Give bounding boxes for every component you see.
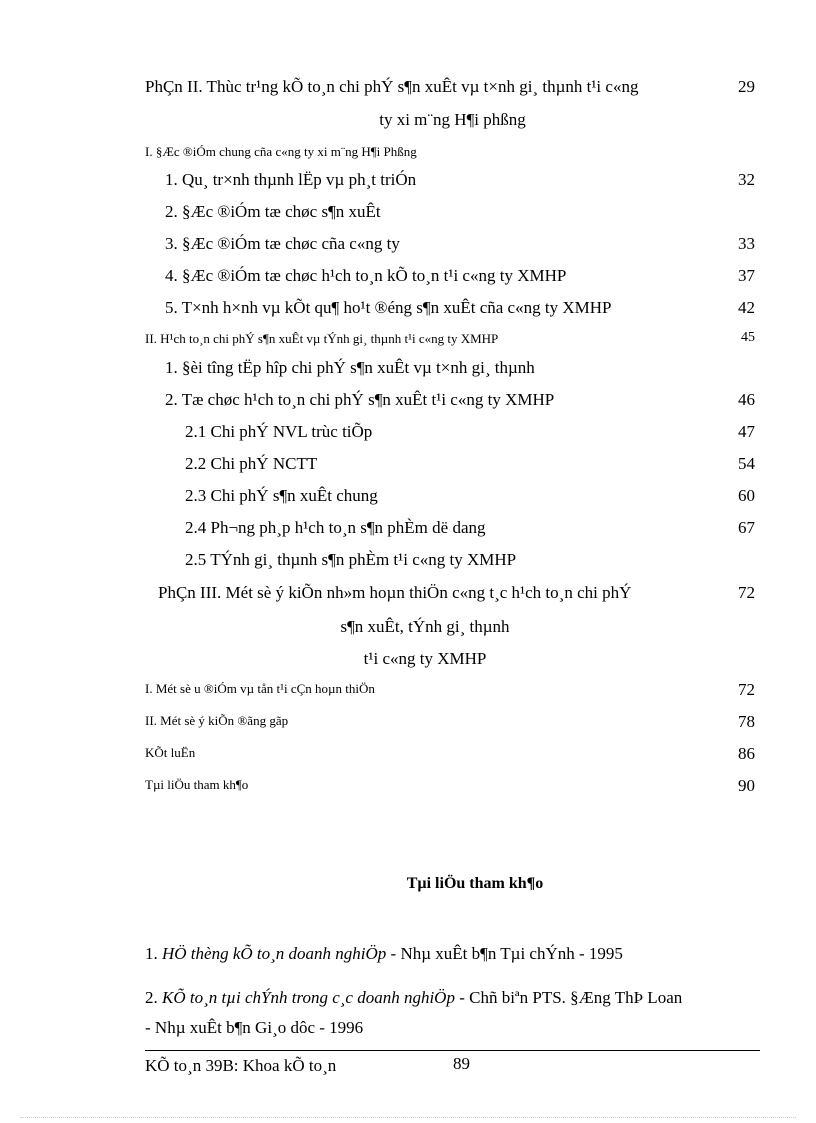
reference-title: HÖ thèng kÕ to¸n doanh nghiÖp: [162, 944, 387, 963]
toc-entry: 2. Tæ chøc h¹ch to¸n chi phÝ s¶n xuÊt t¹i c«ng ty XMHP: [165, 390, 555, 409]
toc-page-number: 78: [738, 712, 755, 731]
toc-page-number: 33: [738, 234, 755, 253]
reference-number: 1.: [145, 944, 158, 963]
toc-page-number: 29: [738, 77, 755, 96]
reference-details: - Nhµ xuÊt b¶n Tµi chÝnh - 1995: [386, 944, 623, 963]
toc-entry: 1. Qu¸ tr×nh thµnh lËp vµ ph¸t triÓn: [165, 170, 417, 189]
toc-entry: PhÇn III. Mét sè ý kiÕn nh»m hoµn thiÖn c«ng t¸c h¹ch to¸n chi phÝ: [158, 583, 632, 602]
toc-entry: 2.2 Chi phÝ NCTT: [185, 454, 318, 473]
reference-continuation: - Nhµ xuÊt b¶n Gi¸o dôc - 1996: [145, 1018, 364, 1037]
references-heading: Tµi liÖu tham kh¶o: [406, 875, 544, 892]
reference-details: - Chñ biªn PTS. §Æng ThÞ Loan: [454, 988, 683, 1007]
reference-title: KÕ to¸n tµi chÝnh trong c¸c doanh nghiÖp: [162, 988, 455, 1007]
toc-entry: 1. §èi tîng tËp hîp chi phÝ s¶n xuÊt vµ t×nh gi¸ thµnh: [165, 358, 535, 377]
toc-page-number: 46: [738, 390, 755, 409]
toc-section-heading: II. Mét sè ý kiÕn ®ãng gãp: [145, 713, 289, 728]
toc-entry: 2.5 TÝnh gi¸ thµnh s¶n phÈm t¹i c«ng ty XMHP: [185, 550, 517, 569]
toc-entry: t¹i c«ng ty XMHP: [363, 649, 487, 668]
toc-page-number: 60: [738, 486, 755, 505]
footer-divider: [145, 1050, 760, 1051]
toc-section-heading: Tµi liÖu tham kh¶o: [145, 777, 249, 792]
toc-entry: s¶n xuÊt, tÝnh gi¸ thµnh: [340, 617, 510, 636]
reference-item: [145, 943, 623, 965]
toc-entry: 2.3 Chi phÝ s¶n xuÊt chung: [185, 486, 378, 505]
toc-page-number: 72: [738, 583, 755, 602]
toc-page-number: 32: [738, 170, 755, 189]
footer-text: KÕ to¸n 39B: Khoa kÕ to¸n: [145, 1056, 337, 1075]
toc-page-number: 45: [741, 330, 755, 345]
toc-entry: 2.4 Ph¬ng ph¸p h¹ch to¸n s¶n phÈm dë dang: [185, 518, 486, 537]
toc-page-number: 90: [738, 776, 755, 795]
toc-page-number: 37: [738, 266, 755, 285]
toc-page-number: 54: [738, 454, 755, 473]
toc-entry: 2. §Æc ®iÓm tæ chøc s¶n xuÊt: [165, 202, 381, 221]
toc-page-number: 86: [738, 744, 755, 763]
toc-page-number: 67: [738, 518, 755, 537]
toc-page-number: 72: [738, 680, 755, 699]
toc-entry: 4. §Æc ®iÓm tæ chøc h¹ch to¸n kÕ to¸n t¹i c«ng ty XMHP: [165, 266, 567, 285]
toc-page-number: 47: [738, 422, 755, 441]
toc-entry: 5. T×nh h×nh vµ kÕt qu¶ ho¹t ®éng s¶n xuÊt cña c«ng ty XMHP: [165, 298, 612, 317]
reference-number: 2.: [145, 988, 158, 1007]
toc-entry: 3. §Æc ®iÓm tæ chøc cña c«ng ty: [165, 234, 400, 253]
footer-page-number: 89: [453, 1054, 470, 1073]
toc-section-heading: I. §Æc ®iÓm chung cña c«ng ty xi m¨ng H¶i Phßng: [145, 144, 417, 159]
toc-section-heading: I. Mét sè u ®iÓm vµ tån t¹i cÇn hoµn thiÖn: [145, 681, 375, 696]
toc-section-heading: KÕt luËn: [145, 745, 196, 760]
toc-entry: ty xi m¨ng H¶i phßng: [379, 110, 526, 129]
toc-entry: PhÇn II. Thùc tr¹ng kÕ to¸n chi phÝ s¶n xuÊt vµ t×nh gi¸ thµnh t¹i c«ng: [145, 77, 639, 96]
toc-page-number: 42: [738, 298, 755, 317]
reference-item: [145, 987, 682, 1009]
toc-entry: 2.1 Chi phÝ NVL trùc tiÕp: [185, 422, 373, 441]
toc-section-heading: II. H¹ch to¸n chi phÝ s¶n xuÊt vµ tÝnh gi¸ thµnh t¹i c«ng ty XMHP: [145, 331, 499, 346]
page-edge-divider: [20, 1117, 796, 1118]
